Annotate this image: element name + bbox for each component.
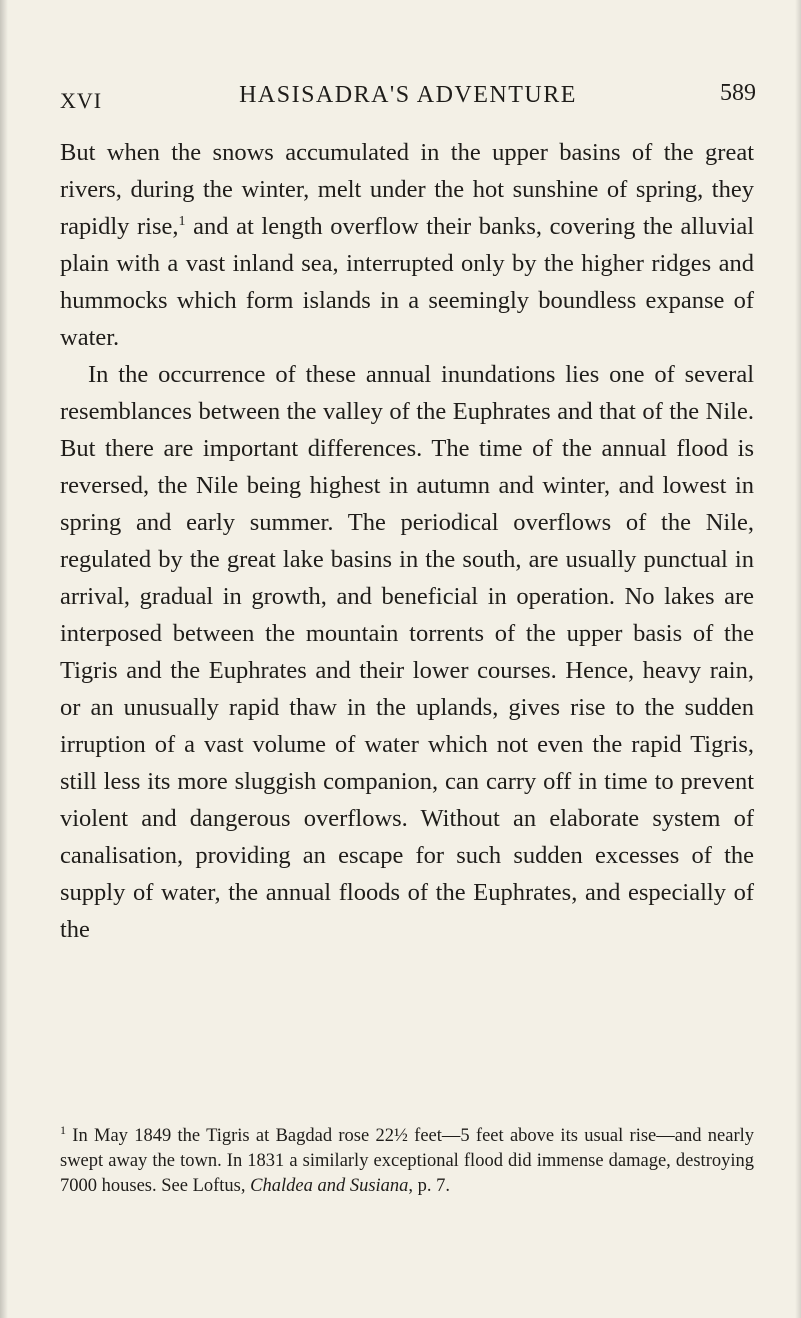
paragraph-1-text: But when the snows accumulated in the upper basins of the great rivers, during the winter, melt under the hot sunshine of spring, they rapidly rise,: [60, 139, 754, 240]
running-title: HASISADRA'S ADVENTURE: [239, 82, 577, 108]
footnote-text: In May 1849 the Tigris at Bagdad rose 22½ feet—5 feet above its usual rise—and nearly swept away the town. In 1831 a similarly exceptional flood did immense damage, destroying 7000 houses. See Loftus,: [60, 1126, 754, 1196]
paragraph-1: [60, 134, 754, 356]
footnote: [60, 1124, 754, 1199]
paragraph-1-continuation: and at length overflow their banks, covering the alluvial plain with a vast inland sea, interrupted only by the higher ridges and hummocks which form islands in a seemingly boundless expanse of water.: [60, 213, 754, 351]
page-header: [60, 82, 756, 118]
page-edge-shadow: [795, 0, 801, 1318]
footnote-marker: 1: [60, 1122, 66, 1137]
footnote-cited-work: Chaldea and Susiana: [250, 1176, 409, 1196]
footnote-reference: 1: [178, 213, 186, 229]
footnote-page-ref: , p. 7.: [408, 1176, 451, 1196]
chapter-number: XVI: [60, 88, 103, 113]
page-gutter-shadow: [0, 0, 8, 1318]
paragraph-2: In the occurrence of these annual inundations lies one of several resemblances between the valley of the Euphrates and that of the Nile. But there are important differences. The time of the annual flood is reversed, the Nile being highest in autumn and winter, and lowest in spring and early summer. The periodical overflows of the Nile, regulated by the great lake basins in the south, are usually punctual in arrival, gradual in growth, and beneficial in operation. No lakes are interposed between the mountain torrents of the upper basis of the Tigris and the Euphrates and their lower courses. Hence, heavy rain, or an unusually rapid thaw in the uplands, gives rise to the sudden irruption of a vast volume of water which not even the rapid Tigris, still less its more sluggish companion, can carry off in time to prevent violent and dangerous overflows. Without an elaborate system of canalisation, providing an escape for such sudden excesses of the supply of water, the annual floods of the Euphrates, and especially of the: [60, 361, 754, 943]
page-number: 589: [720, 80, 756, 106]
main-text: [60, 134, 754, 948]
